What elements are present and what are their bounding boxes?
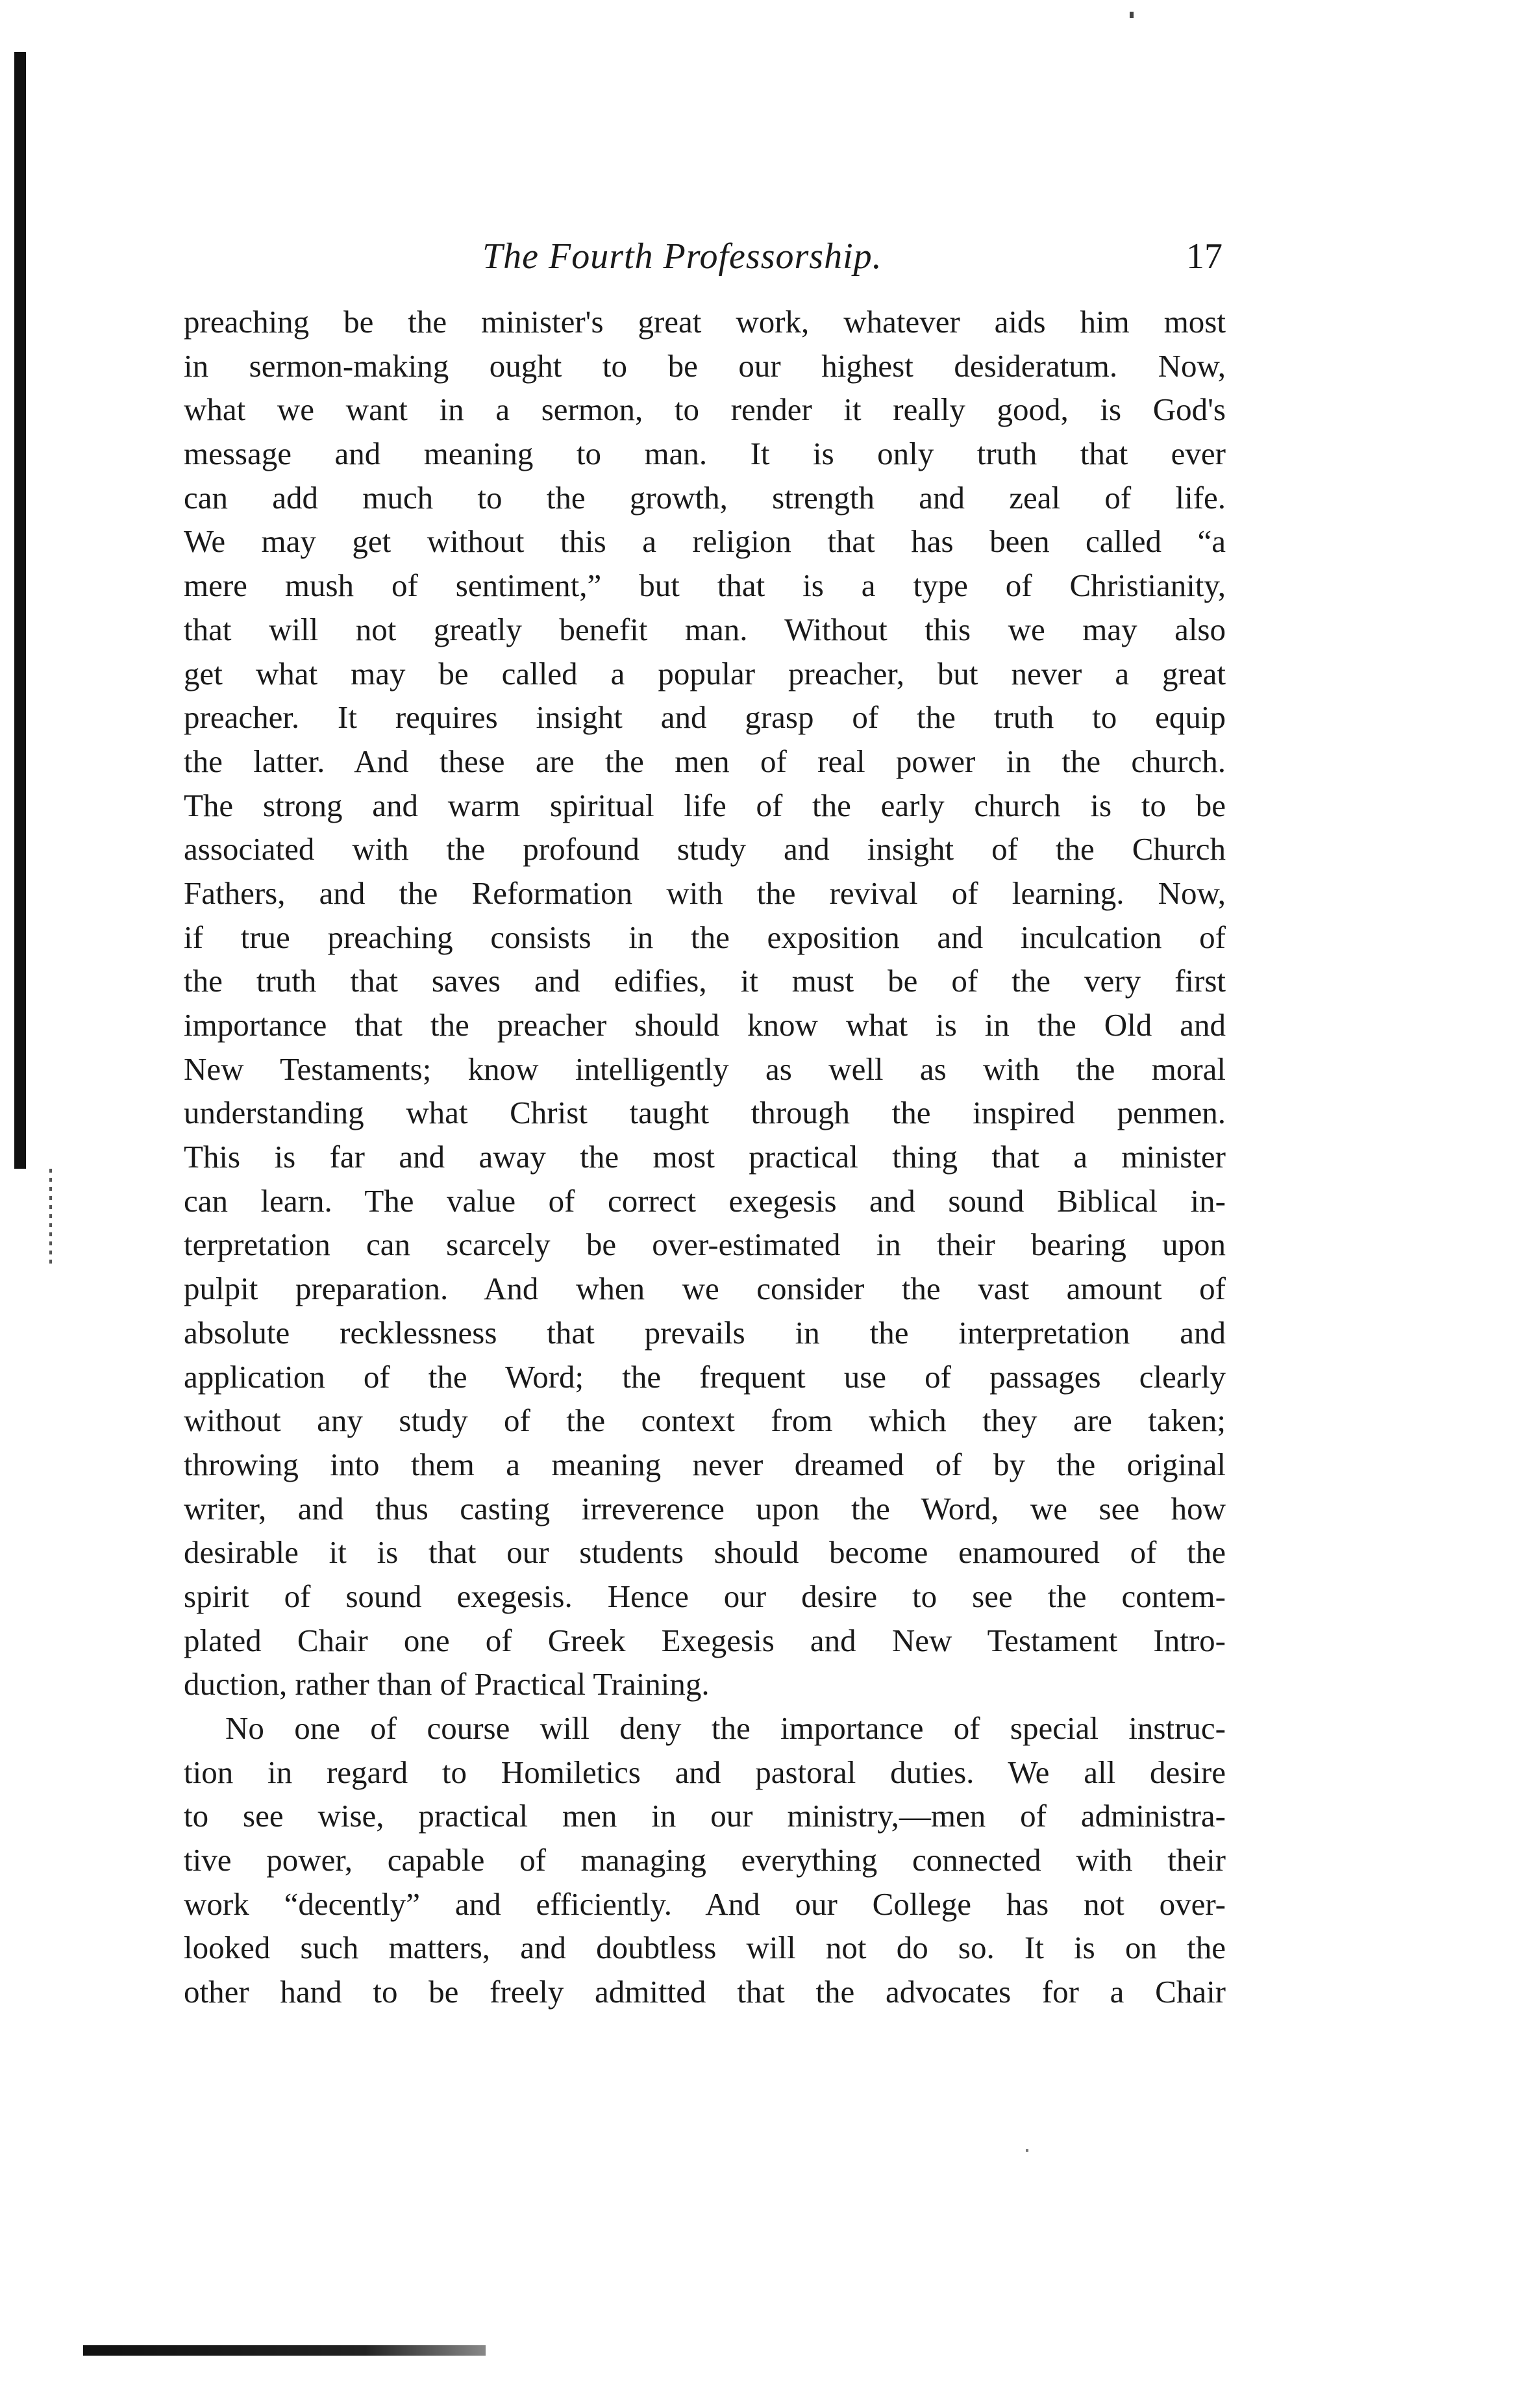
text-line: the latter. And these are the men of real power in the church.	[184, 743, 1226, 779]
scan-bottom-rule	[83, 2345, 486, 2356]
text-line: absolute recklessness that prevails in the interpretation and	[184, 1314, 1226, 1351]
text-line: other hand to be freely admitted that the advocates for a Chair	[184, 1974, 1226, 2010]
text-line: writer, and thus casting irreverence upon the Word, we see how	[184, 1490, 1226, 1526]
body-text	[184, 300, 1226, 2014]
text-line: associated with the profound study and insight of the Church	[184, 831, 1226, 867]
text-line: can learn. The value of correct exegesis and sound Biblical in-	[184, 1182, 1226, 1219]
text-line: pulpit preparation. And when we consider the vast amount of	[184, 1271, 1226, 1307]
text-line: work “decently” and efficiently. And our College has not over-	[184, 1886, 1226, 1922]
text-line: what we want in a sermon, to render it really good, is God's	[184, 392, 1226, 428]
text-line: in sermon-making ought to be our highest desideratum. Now,	[184, 347, 1226, 384]
text-line: understanding what Christ taught through the inspired penmen.	[184, 1095, 1226, 1131]
text-line: The strong and warm spiritual life of the early church is to be	[184, 787, 1226, 823]
text-line: get what may be called a popular preacher, but never a great	[184, 655, 1226, 691]
text-line: Fathers, and the Reformation with the revival of learning. Now,	[184, 875, 1226, 911]
text-line: tion in regard to Homiletics and pastoral duties. We all desire	[184, 1754, 1226, 1790]
running-title: The Fourth Professorship.	[482, 236, 882, 277]
text-line: looked such matters, and doubtless will not do so. It is on the	[184, 1930, 1226, 1966]
text-line: importance that the preacher should know what is in the Old and	[184, 1007, 1226, 1043]
scan-margin-marks	[49, 1169, 52, 1266]
text-line: We may get without this a religion that has been called “a	[184, 523, 1226, 560]
text-line: desirable it is that our students should become enamoured of the	[184, 1534, 1226, 1571]
text-line: the truth that saves and edifies, it must be of the very first	[184, 963, 1226, 999]
text-line: New Testaments; know intelligently as well as with the moral	[184, 1051, 1226, 1087]
text-line: message and meaning to man. It is only truth that ever	[184, 436, 1226, 472]
text-line: preacher. It requires insight and grasp of the truth to equip	[184, 699, 1226, 736]
text-line: preaching be the minister's great work, whatever aids him most	[184, 304, 1226, 340]
text-line: application of the Word; the frequent use of passages clearly	[184, 1358, 1226, 1395]
text-line: terpretation can scarcely be over-estimated in their bearing upon	[184, 1227, 1226, 1263]
text-line: spirit of sound exegesis. Hence our desire to see the contem-	[184, 1578, 1226, 1614]
text-line: if true preaching consists in the exposition and inculcation of	[184, 919, 1226, 955]
scan-speck	[1130, 12, 1134, 18]
text-line: This is far and away the most practical thing that a minister	[184, 1139, 1226, 1175]
text-line: to see wise, practical men in our ministry,—men of administra-	[184, 1798, 1226, 1834]
text-line: can add much to the growth, strength and zeal of life.	[184, 479, 1226, 516]
text-line: that will not greatly benefit man. Without this we may also	[184, 611, 1226, 647]
paragraph-start-line: No one of course will deny the importance of special instruc-	[225, 1710, 1226, 1746]
text-line: mere mush of sentiment,” but that is a type of Christianity,	[184, 567, 1226, 604]
page-number: 17	[1186, 236, 1223, 277]
scan-speck	[1026, 2149, 1028, 2152]
text-line: tive power, capable of managing everything connected with their	[184, 1842, 1226, 1878]
running-head	[184, 230, 1223, 282]
paragraph-end-line: duction, rather than of Practical Training.	[184, 1666, 710, 1702]
text-line: plated Chair one of Greek Exegesis and New Testament Intro-	[184, 1622, 1226, 1658]
text-line: without any study of the context from which they are taken;	[184, 1402, 1226, 1439]
scan-edge-shadow	[14, 52, 26, 1169]
text-line: throwing into them a meaning never dreamed of by the original	[184, 1446, 1226, 1482]
